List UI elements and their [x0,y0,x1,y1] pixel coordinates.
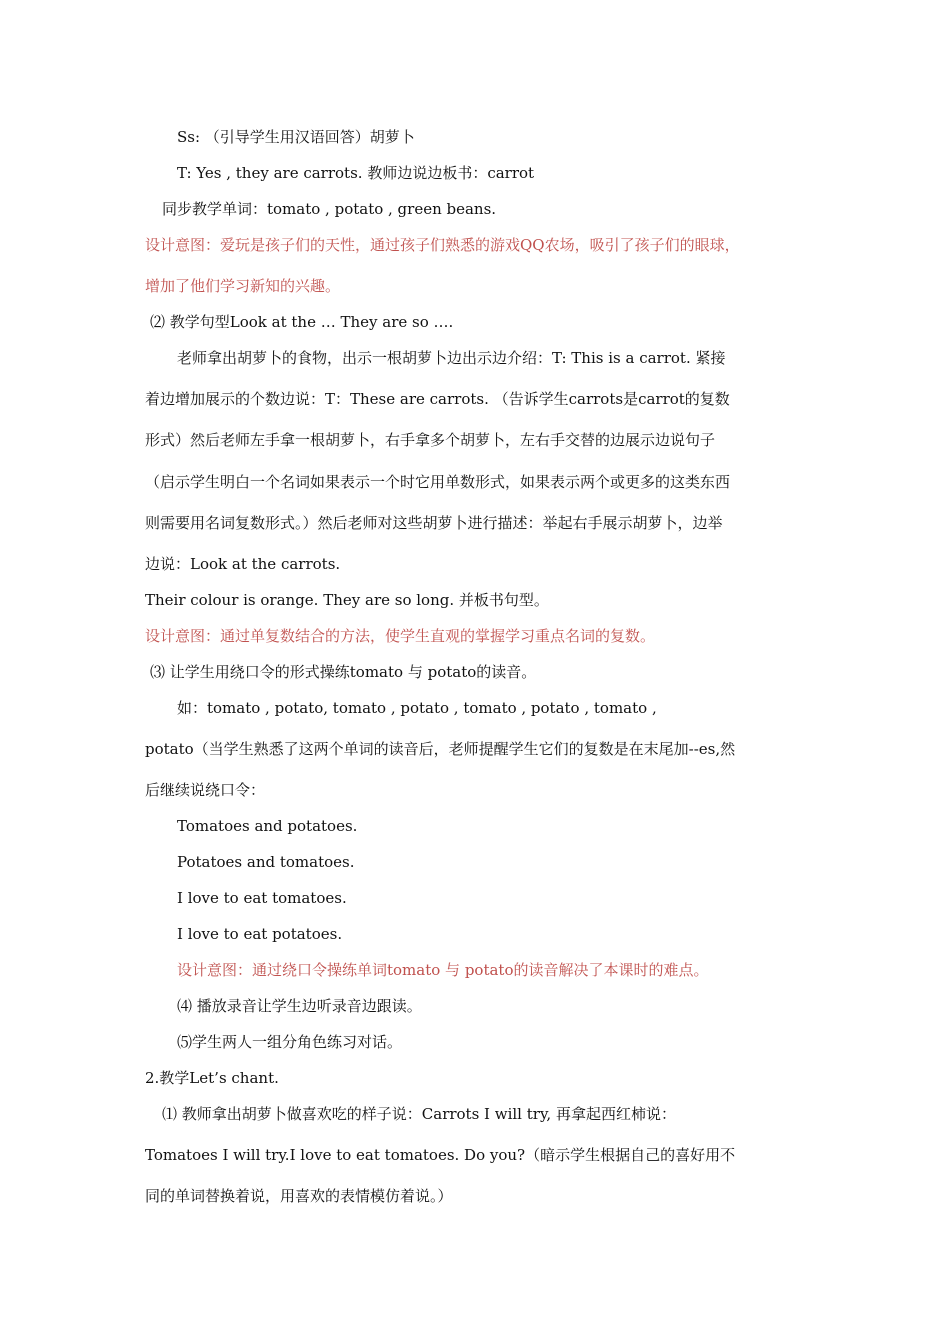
paragraph-line: T: Yes , they are carrots. 教师边说边板书：carrot [177,164,535,182]
section-heading: 2.教学Let’s chant. [145,1069,279,1087]
design-intent-line: 设计意图：通过绕口令操练单词tomato 与 potato的读音解决了本课时的难点。 [177,961,709,979]
paragraph-line: 形式）然后老师左手拿一根胡萝卜，右手拿多个胡萝卜，左右手交替的边展示边说句子 [145,431,716,449]
paragraph-line: potato（当学生熟悉了这两个单词的读音后，老师提醒学生它们的复数是在末尾加--es,然 [145,740,736,758]
list-item: ⑸学生两人一组分角色练习对话。 [177,1033,403,1051]
paragraph-line: Ss: （引导学生用汉语回答）胡萝卜 [177,128,415,146]
paragraph-line: 着边增加展示的个数边说：T：These are carrots. （告诉学生carrots是carrot的复数 [145,390,730,408]
paragraph-line: 同步教学单词：tomato , potato , green beans. [162,200,497,218]
chant-line: Tomatoes and potatoes. [177,817,358,835]
chant-line: I love to eat potatoes. [177,925,343,943]
paragraph-line: 边说：Look at the carrots. [145,555,341,573]
design-intent-line: 设计意图：通过单复数结合的方法，使学生直观的掌握学习重点名词的复数。 [145,627,656,645]
paragraph-line: （启示学生明白一个名词如果表示一个时它用单数形式，如果表示两个或更多的这类东西 [145,473,731,491]
paragraph-line: 同的单词替换着说，用喜欢的表情模仿着说。） [145,1187,453,1205]
list-item: ⑷ 播放录音让学生边听录音边跟读。 [177,997,422,1015]
paragraph-line: Tomatoes I will try.I love to eat tomatoes. Do you?（暗示学生根据自己的喜好用不 [145,1146,736,1164]
design-intent-line: 增加了他们学习新知的兴趣。 [145,277,341,295]
paragraph-line: ⑴ 教师拿出胡萝卜做喜欢吃的样子说：Carrots I will try, 再拿起西红柿说： [162,1105,676,1123]
paragraph-line: 如：tomato , potato, tomato , potato , tomato , potato , tomato , [177,699,657,717]
paragraph-line: Their colour is orange. They are so long. 并板书句型。 [145,591,549,609]
section-heading: ⑵ 教学句型Look at the … They are so …. [150,313,454,331]
paragraph-line: 后继续说绕口令： [145,781,266,799]
chant-line: Potatoes and tomatoes. [177,853,355,871]
section-heading: ⑶ 让学生用绕口令的形式操练tomato 与 potato的读音。 [150,663,537,681]
paragraph-line: 老师拿出胡萝卜的食物，出示一根胡萝卜边出示边介绍：T: This is a carrot. 紧接 [177,349,726,367]
design-intent-line: 设计意图：爱玩是孩子们的天性，通过孩子们熟悉的游戏QQ农场，吸引了孩子们的眼球， [145,236,740,254]
paragraph-line: 则需要用名词复数形式。）然后老师对这些胡萝卜进行描述：举起右手展示胡萝卜，边举 [145,514,723,532]
chant-line: I love to eat tomatoes. [177,889,347,907]
